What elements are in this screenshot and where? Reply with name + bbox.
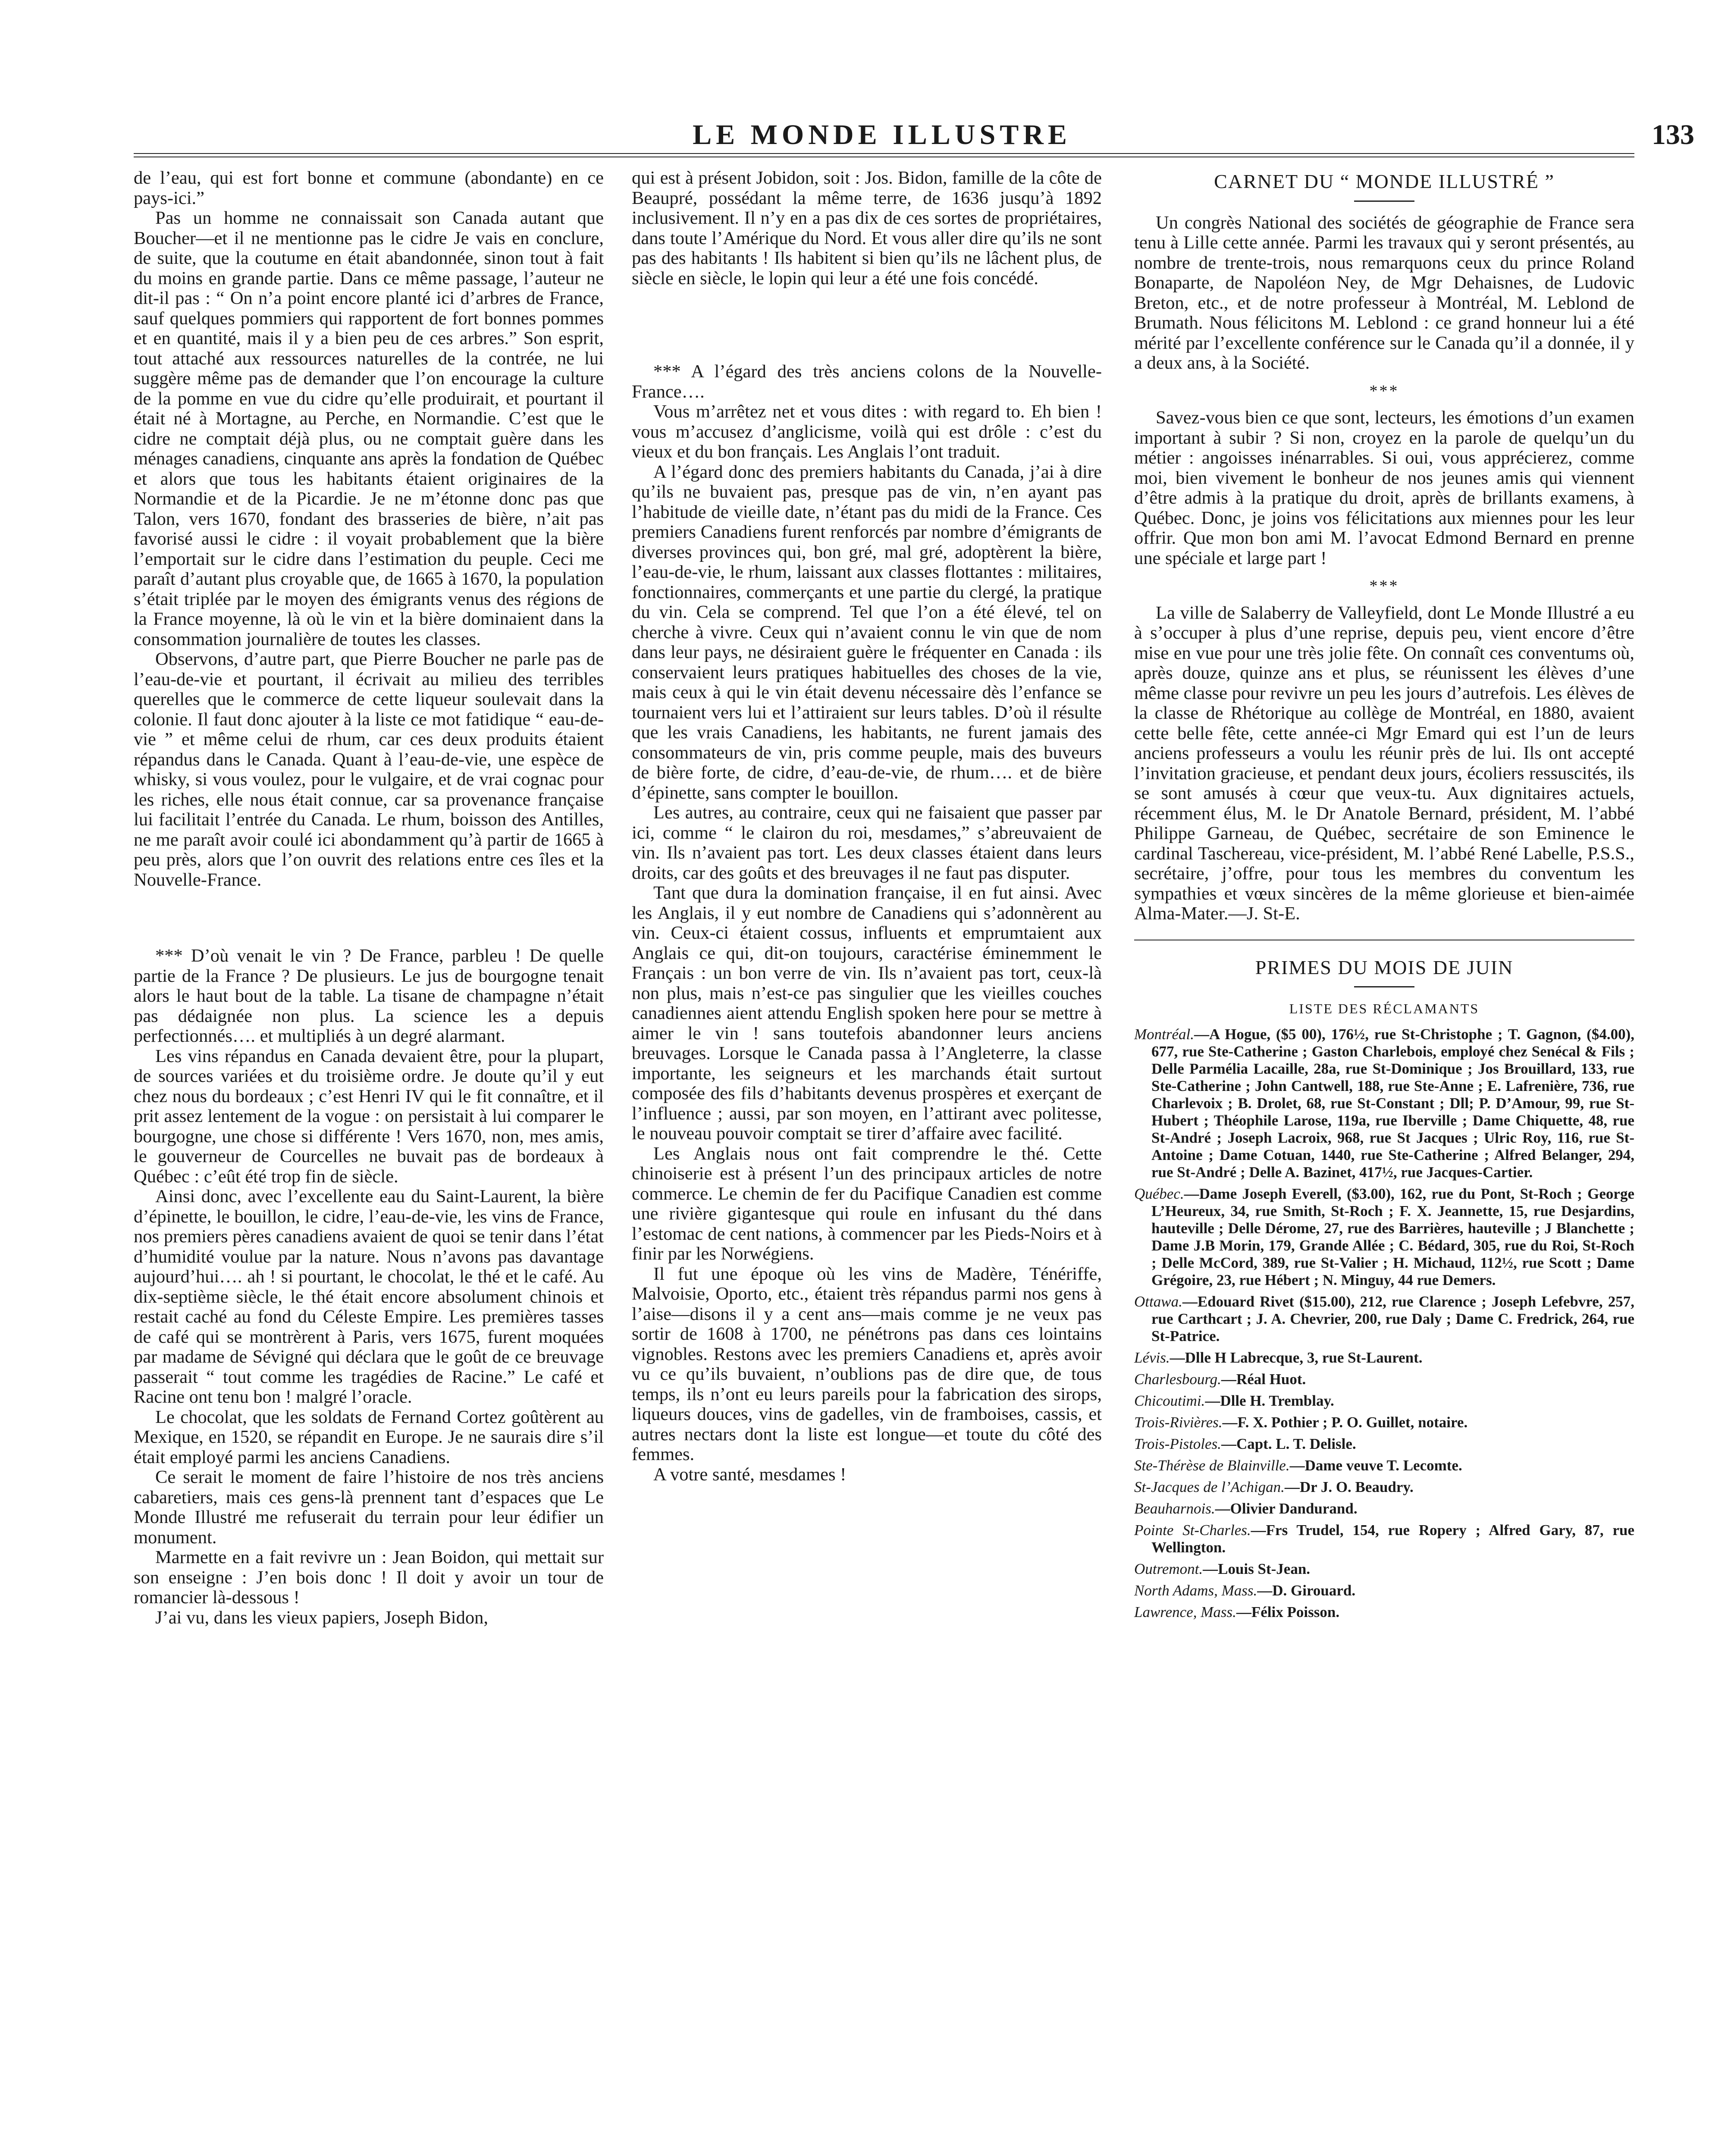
page-number: 133 (1652, 119, 1694, 150)
claimant-names: —Edouard Rivet ($15.00), 212, rue Clarence ; Joseph Lefebvre, 257, rue Carthcart ; J. A. Chevrier, 200, rue Daly ; Dame C. Fredrick, 264, rue St-Patrice. (1151, 1293, 1634, 1344)
page-header (0, 110, 1734, 162)
paragraph: Les Anglais nous ont fait comprendre le thé. Cette chinoiserie est à présent l’un des principaux articles de notre commerce. Le chemin de fer du Pacifique Canadien est comme une rivière gigantesque qui roule en infusant du thé dans l’estomac de cent nations, à commencer par les Pieds-Noirs et à finir par les Norwégiens. (632, 1143, 1102, 1264)
claimant-names: —Réal Huot. (1221, 1370, 1306, 1388)
claimant-place: Québec. (1134, 1185, 1184, 1202)
claimant-names: —A Hogue, ($5 00), 176½, rue St-Christophe ; T. Gagnon, ($4.00), 677, rue Ste-Catherine ; Gaston Charlebois, employé chez Senécal & Fils ; Delle Parmélia Lacaille, 28a, rue St-Dominique ; Jos Brouillard, 133, rue Ste-Catherine ; John Cantwell, 188, rue Ste-Anne ; E. Lafrenière, 736, rue Charlevoix ; B. Drolet, 68, rue St-Constant ; Dll; P. D’Amour, 99, rue St-Hubert ; Théophile Larose, 119a, rue Iberville ; Dame Chiquette, 48, rue St-André ; Joseph Lacroix, 968, rue St Jacques ; Ulric Roy, 116, rue St-Antoine ; Dame Cotuan, 1440, rue Ste-Catherine ; Alfred Belanger, 294, rue St-André ; Delle A. Bazinet, 417½, rue Jacques-Cartier. (1151, 1025, 1634, 1181)
paragraph: Tant que dura la domination française, il en fut ainsi. Avec les Anglais, il y eut nombre de Canadiens qui s’adonnèrent au vin. Ceux-ci étaient cossus, influents et emprumtaient aux Anglais ce qui, dit-on toujours, caractérise éminemment le Français : un bon verre de vin. Ils n’avaient pas tort, ceux-là non plus, mais n’est-ce pas singulier que les vieilles couches canadiennes aient attendu English spoken here pour se mettre à aimer le vin ! sans toutefois abandonner leurs anciens breuvages. Lorsque le Canada passa à l’Angleterre, la classe importante, les seigneurs et les marchands était surtout composée des fils d’habitants devenus prospères et exerçant de l’influence ; aussi, par son moyen, en l’attirant avec politesse, le nouveau pouvoir comptait se tirer d’affaire avec facilité. (632, 883, 1102, 1144)
list-heading: LISTE DES RÉCLAMANTS (1289, 1001, 1480, 1016)
asterism: *** (1369, 382, 1399, 400)
section-gap (632, 288, 1102, 362)
claimants-list (1134, 1026, 1634, 1621)
paragraph: La ville de Salaberry de Valleyfield, dont Le Monde Illustré a eu à s’occuper à plus d’une reprise, depuis peu, vient encore d’être mise en vue pour une très jolie fête. On connaît ces conventums où, après douze, quinze ans et plus, se réunissent les élèves d’une même classe pour revivre un peu les jours d’autrefois. Les élèves de la classe de Rhétorique au collège de Montréal, en 1880, avaient cette belle fête, cette année-ci Mgr Emard qui est l’un de leurs anciens professeurs a voulu les réunir près de lui. Ils ont accepté l’invitation gracieuse, et pendant deux jours, écoliers ressuscités, ils se sont amusés à cœur que veux-tu. Aux dignitaires actuels, récemment élus, M. le Dr Anatole Bernard, président, M. l’abbé Philippe Garneau, de Québec, secrétaire de son Eminence le cardinal Taschereau, vice-président, M. l’abbé René Labelle, P.S.S., secrétaire, j’offre, pour tous les membres du conventum les sympathies et vœux sincères de la même glorieuse et bien-aimée Alma-Mater.—J. St-E. (1134, 602, 1634, 924)
paragraph: qui est à présent Jobidon, soit : Jos. Bidon, famille de la côte de Beaupré, possédant la même terre, de 1636 jusqu’à 1892 inclusivement. Il n’y en a pas dix de ces sortes de propriétaires, dans toute l’Amérique du Nord. Et vous aller dire qu’ils ne sont pas des habitants ! Ils habitent si bien qu’ils ne lâchent plus, de siècle en siècle, le lopin qui leur a été une fois concédé. (632, 168, 1102, 288)
paragraph: Un congrès National des sociétés de géographie de France sera tenu à Lille cette année. Parmi les travaux qui y seront présentés, au nombre de trente-trois, nous remarquons ceux du prince Roland Bonaparte, de Napoléon Ney, de Mgr Dehaisnes, de Ludovic Breton, etc., et de notre professeur à Montréal, M. Leblond de Brumath. Nous félicitons M. Leblond : ce grand honneur lui a été mérité par l’excellente conférence sur le Canada qu’il a donnée, il y a deux ans, à la Société. (1134, 212, 1634, 373)
section-gap (134, 890, 604, 946)
claimant-place: Trois-Pistoles. (1134, 1435, 1221, 1452)
list-item (1134, 1371, 1634, 1388)
claimant-names: —Dr J. O. Beaudry. (1284, 1478, 1414, 1495)
list-item (1134, 1185, 1634, 1289)
paragraph: Vous m’arrêtez net et vous dites : with regard to. Eh bien ! vous m’accusez d’anglicisme, voilà qui est drôle : c’est du vieux et du bon français. Les Anglais l’ont traduit. (632, 401, 1102, 462)
claimant-names: —Dlle H. Tremblay. (1205, 1392, 1334, 1409)
paragraph: Savez-vous bien ce que sont, lecteurs, les émotions d’un examen important à subir ? Si non, croyez en la parole de quelqu’un du métier : angoisses inénarrables. Si oui, vous apprécierez, comme moi, bien vivement le bonheur de nos jeunes amis qui viennent d’être admis à la pratique du droit, après de brillants examens, à Québec. Donc, je joins vos félicitations aux miennes pour les leur offrir. Que mon bon ami M. l’avocat Edmond Bernard en prenne une spéciale et large part ! (1134, 407, 1634, 568)
list-item (1134, 1414, 1634, 1431)
paragraph: de l’eau, qui est fort bonne et commune (abondante) en ce pays-ici.” (134, 168, 604, 208)
paragraph: *** D’où venait le vin ? De France, parbleu ! De quelle partie de la France ? De plusieurs. Le jus de bourgogne tenait alors le haut bout de la table. La tisane de champagne n’était pas dédaignée non plus. La science les a depuis perfectionnés…. et multipliés à un degré alarmant. (134, 946, 604, 1046)
column-1 (134, 168, 604, 1628)
paragraph: J’ai vu, dans les vieux papiers, Joseph Bidon, (155, 1607, 488, 1628)
claimant-names: —D. Girouard. (1257, 1582, 1356, 1599)
list-item (1134, 1522, 1634, 1556)
asterism: *** (1369, 577, 1399, 595)
claimant-names: —Félix Poisson. (1236, 1603, 1340, 1620)
claimant-names: —Dame veuve T. Lecomte. (1289, 1457, 1462, 1474)
column-2 (632, 168, 1102, 1485)
claimant-place: Beauharnois. (1134, 1500, 1215, 1517)
claimant-place: Trois-Rivières. (1134, 1413, 1223, 1431)
column-3 (1134, 168, 1634, 1625)
paragraph: *** A l’égard des très anciens colons de la Nouvelle-France…. (632, 361, 1102, 402)
claimant-names: —Olivier Dandurand. (1215, 1500, 1358, 1517)
list-item (1134, 1604, 1634, 1621)
paragraph: Le chocolat, que les soldats de Fernand Cortez goûtèrent au Mexique, en 1520, se répandit en Europe. Je ne saurais dire s’il était employé parmi les anciens Canadiens. (134, 1407, 604, 1467)
divider (1354, 201, 1414, 202)
claimant-names: —Louis St-Jean. (1203, 1560, 1311, 1577)
header-rule (134, 153, 1634, 157)
list-item (1134, 1582, 1634, 1599)
paragraph: Ainsi donc, avec l’excellente eau du Saint-Laurent, la bière d’épinette, le bouillon, le cidre, l’eau-de-vie, les vins de France, nos premiers pères canadiens avaient de quoi se tenir dans l’état d’humidité voulue par la nature. Nous n’avons pas davantage aujourd’hui…. ah ! si pourtant, le chocolat, le thé et le café. Au dix-septième siècle, le thé était encore absolument chinois et restait caché au fond du Céleste Empire. Les premières tasses de café qui se montrèrent à Paris, vers 1675, furent moquées par madame de Sévigné qui déclara que le goût de ce breuvage passerait “ tout comme les tragédies de Racine.” Le café et Racine ont tenu bon ! malgré l’oracle. (134, 1186, 604, 1407)
claimant-place: St-Jacques de l’Achigan. (1134, 1478, 1285, 1495)
claimant-place: Pointe St-Charles. (1134, 1521, 1251, 1539)
claimant-place: Ste-Thérèse de Blainville. (1134, 1457, 1290, 1474)
paragraph: A l’égard donc des premiers habitants du Canada, j’ai à dire qu’ils ne buvaient pas, presque pas de vin, n’en ayant pas l’habitude de vieille date, n’étant pas du midi de la France. Ces premiers Canadiens furent renforcés par nombre d’émigrants de diverses provinces qui, bon gré, mal gré, adoptèrent la bière, l’eau-de-vie, le rhum, laissant aux classes flottantes : militaires, fonctionnaires, commerçants et une partie du clergé, la pratique du vin. Cela se comprend. Tel que l’on a été élevé, tel on cherche à vivre. Ceux qui n’avaient connu le vin que de nom dans leur pays, ne désiraient guère le fréquenter en Canada : ils conservaient leurs pratiques habituelles des choses de la vie, mais ceux à qui le vin était devenu nécessaire dès l’enfance se tournaient vers lui et l’attiraient sur leurs tables. D’où il résulte que les vrais Canadiens, les habitants, ne furent jamais des consommateurs de vin, pris comme peuple, mais des buveurs de bière forte, de cidre, d’eau-de-vie, de rhum…. et de bière d’épinette, sans compter le bouillon. (632, 461, 1102, 803)
paragraph: Les vins répandus en Canada devaient être, pour la plupart, de sources variées et du troisième ordre. Je doute qu’il y eut chez nous du bordeaux ; c’est Henri IV qui le fit connaître, et il prit assez lentement de la vogue : on persistait à lui comparer le bourgogne, une chose si différente ! Vers 1670, non, mes amis, le gouverneur de Courcelles ne buvait pas de bordeaux à Québec : c’eût été trop fin de siècle. (134, 1046, 604, 1187)
claimant-names: —Dame Joseph Everell, ($3.00), 162, rue du Pont, St-Roch ; George L’Heureux, 34, rue Smith, St-Roch ; F. X. Jeannette, 15, rue Desjardins, hauteville ; Delle Dérome, 27, rue des Barrières, hauteville ; J Blanchette ; Dame J.B Morin, 179, Grande Allée ; C. Bédard, 305, rue du Roi, St-Roch ; Delle McCord, 389, rue St-Valier ; H. Michaud, 112½, rue Scott ; Dame Grégoire, 23, rue Hébert ; N. Minguy, 44 rue Demers. (1151, 1185, 1634, 1288)
list-item (1134, 1479, 1634, 1496)
list-item (1134, 1026, 1634, 1181)
claimant-place: Lawrence, Mass. (1134, 1603, 1236, 1620)
claimant-place: Charlesbourg. (1134, 1370, 1221, 1388)
claimant-names: —F. X. Pothier ; P. O. Guillet, notaire. (1222, 1413, 1468, 1431)
list-item (1134, 1293, 1634, 1345)
claimant-names: —Frs Trudel, 154, rue Ropery ; Alfred Gary, 87, rue Wellington. (1151, 1521, 1634, 1556)
list-item (1134, 1561, 1634, 1578)
claimant-place: Ottawa. (1134, 1293, 1182, 1310)
divider (1354, 986, 1414, 987)
list-item (1134, 1435, 1634, 1453)
carnet-heading: CARNET DU “ MONDE ILLUSTRÉ ” (1214, 170, 1555, 192)
author-signature (703, 2152, 1065, 2156)
claimant-place: Outremont. (1134, 1560, 1203, 1577)
claimant-names: —Capt. L. T. Delisle. (1221, 1435, 1356, 1452)
paragraph: Il fut une époque où les vins de Madère, Ténériffe, Malvoisie, Oporto, etc., étaient très répandus parmi nos gens à l’aise—disons il y a cent ans—mais comme je ne veux pas sortir de 1608 à 1700, ne pénétrons pas dans ces lointains vignobles. Restons avec les premiers Canadiens et, après avoir vu ce qu’ils buvaient, n’oublions pas de dire que, de tous temps, ils n’ont eu leurs pareils pour la fabrication des sirops, liqueurs douces, vins de gadelles, vin de framboises, cassis, et autres nectars dont la liste est longue—et toute du côté des femmes. (632, 1263, 1102, 1464)
list-item (1134, 1349, 1634, 1366)
paragraph: Observons, d’autre part, que Pierre Boucher ne parle pas de l’eau-de-vie et pourtant, il écrivait au milieu des terribles querelles que le commerce de cette liqueur soulevait dans la colonie. Il faut donc ajouter à la liste ce mot fatidique “ eau-de-vie ” et même celui de rhum, car ces deux produits étaient répandus dans le Canada. Quant à l’eau-de-vie, une espèce de whisky, si vous voulez, pour le vulgaire, et de vrai cognac pour les riches, elle nous était connue, car sa provenance française lui facilitait l’entrée du Canada. Le rhum, boisson des Antilles, ne me paraît avoir coulé ici abondamment qu’à partir de 1665 à peu près, alors que l’on ouvrit des relations entre ces îles et la Nouvelle-France. (134, 649, 604, 890)
paragraph: Les autres, au contraire, ceux qui ne faisaient que passer par ici, comme “ le clairon du roi, mesdames,” s’abreuvaient de vin. Ils n’avaient pas tort. Les deux classes étaient dans leurs droits, car des goûts et des breuvages il ne faut pas disputer. (632, 802, 1102, 883)
claimant-place: Lévis. (1134, 1349, 1170, 1366)
list-item (1134, 1392, 1634, 1410)
paragraph: Pas un homme ne connaissait son Canada autant que Boucher—et il ne mentionne pas le cidre Je vais en conclure, de suite, que la coutume en était abandonnée, sinon tout à fait du moins en grande partie. Dans ce même passage, l’auteur ne dit-il pas : “ On n’a point encore planté ici d’arbres de France, sauf quelques pommiers qui rapportent de fort bonnes pommes et en quantité, mais il y a bien peu de ces arbres.” Son esprit, tout attaché aux ressources naturelles de la contrée, ne lui suggère même pas de demander que l’on encourage la culture de la pomme en vue du cidre qu’elle produirait, et pourtant il était né à Mortagne, au Perche, en Normandie. C’est que le cidre ne comptait déjà plus, ou ne comptait guère dans les ménages canadiens, cinquante ans après la fondation de Québec et alors que tous les habitants étaient originaires de la Normandie et de la Picardie. Je ne m’étonne donc pas que Talon, vers 1670, fondant des brasseries de bière, n’ait pas favorisé aussi le cidre : il voyait probablement que la bière l’emportait sur le cidre dans l’estimation du peuple. Ceci me paraît d’autant plus croyable que, de 1665 à 1670, la population s’était triplée par le moyen des émigrants venus des régions de la France moyenne, là où le vin et la bière dominaient dans la consommation journalière de toutes les classes. (134, 208, 604, 649)
paragraph: Ce serait le moment de faire l’histoire de nos très anciens cabaretiers, mais ces gens-là prennent tant d’espaces que Le Monde Illustré me refuserait du terrain pour leur édifier un monument. (134, 1467, 604, 1548)
primes-heading: PRIMES DU MOIS DE JUIN (1255, 956, 1514, 978)
list-item (1134, 1500, 1634, 1517)
claimant-names: —Dlle H Labrecque, 3, rue St-Laurent. (1170, 1349, 1423, 1366)
claimant-place: Montréal. (1134, 1025, 1195, 1043)
paragraph: A votre santé, mesdames ! (653, 1464, 847, 1485)
list-item (1134, 1457, 1634, 1474)
paragraph: Marmette en a fait revivre un : Jean Boidon, qui mettait sur son enseigne : J’en bois donc ! Il doit y avoir un tour de romancier là-dessous ! (134, 1547, 604, 1608)
claimant-place: North Adams, Mass. (1134, 1582, 1257, 1599)
claimant-place: Chicoutimi. (1134, 1392, 1205, 1409)
masthead-title: LE MONDE ILLUSTRE (693, 119, 1071, 150)
